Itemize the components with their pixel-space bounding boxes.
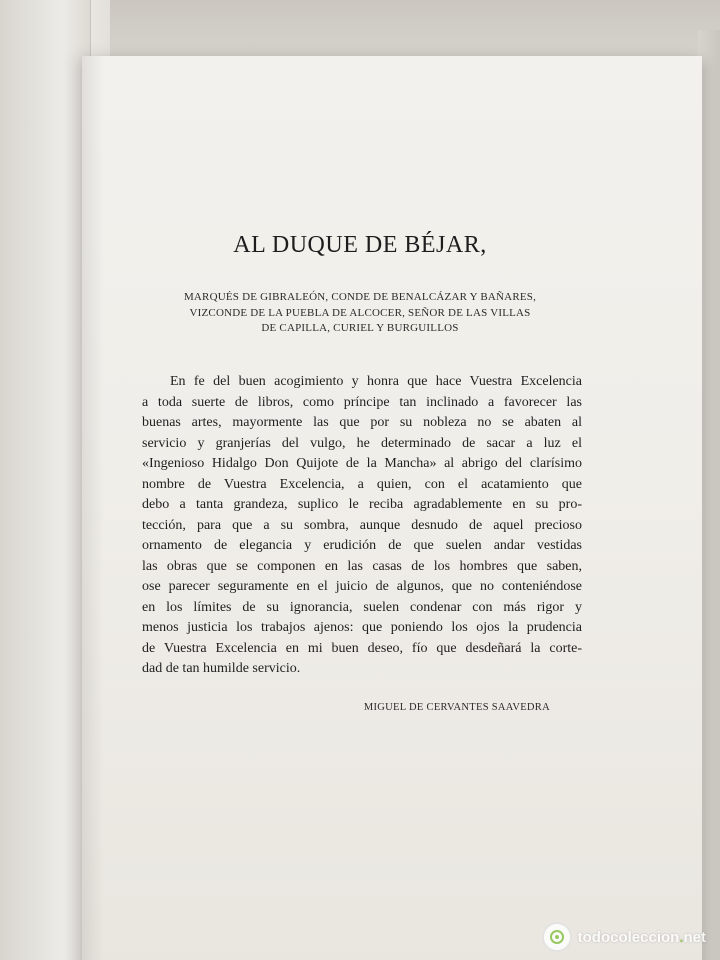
watermark-dot: . (679, 928, 684, 946)
dedication-body (142, 372, 582, 680)
body-line: a toda suerte de libros, como príncipe tan inclinado a favorecer las (142, 394, 582, 410)
body-line: nombre de Vuestra Excelencia, a quien, con el acatamiento que (142, 476, 582, 492)
body-line: debo a tanta grandeza, suplico le reciba agradablemente en su pro- (142, 497, 582, 512)
body-line: menos justicia los trabajos ajenos: que poniendo los ojos la prudencia (142, 620, 582, 635)
todocoleccion-logo-icon (542, 922, 572, 952)
body-line: dad de tan humilde servicio. (142, 661, 301, 676)
site-watermark (542, 922, 706, 952)
body-line: ornamento de elegancia y erudición de que suelen andar vestidas (142, 538, 582, 553)
body-line: las obras que se componen en las casas de los hombres que saben, (142, 558, 582, 574)
body-line: tección, para que a su sombra, aunque desnudo de aquel precioso (142, 517, 582, 533)
body-line: «Ingenioso Hidalgo Don Quijote de la Mancha» al abrigo del clarísimo (142, 456, 582, 471)
watermark-main: todocoleccion (577, 928, 680, 946)
body-line: En fe del buen acogimiento y honra que hace Vuestra Excelencia (170, 374, 582, 389)
body-line: servicio y granjerías del vulgo, he determinado de sacar a luz el (142, 435, 582, 451)
body-line: ose parecer seguramente en el juicio de algunos, que no conteniéndose (142, 579, 582, 594)
body-line: de Vuestra Excelencia en mi buen deseo, fío que desdeñará la corte- (142, 640, 582, 656)
body-line: en los límites de su ignorancia, suelen condenar con más rigor y (142, 599, 582, 615)
watermark-tld: net (683, 928, 706, 946)
title-line: DE CAPILLA, CURIEL Y BURGUILLOS (261, 322, 459, 334)
body-line: buenas artes, mayormente las que por su nobleza no se abaten al (142, 415, 582, 430)
watermark-text (578, 929, 706, 946)
author-signature: MIGUEL DE CERVANTES SAAVEDRA (363, 702, 550, 713)
title-line: VIZCONDE DE LA PUEBLA DE ALCOCER, SEÑOR DE LAS VILLAS (189, 306, 531, 319)
title-line: MARQUÉS DE GIBRALEÓN, CONDE DE BENALCÁZAR Y BAÑARES, (183, 291, 537, 303)
dedication-heading: AL DUQUE DE BÉJAR, (233, 232, 487, 258)
dedication-titles (150, 290, 570, 337)
